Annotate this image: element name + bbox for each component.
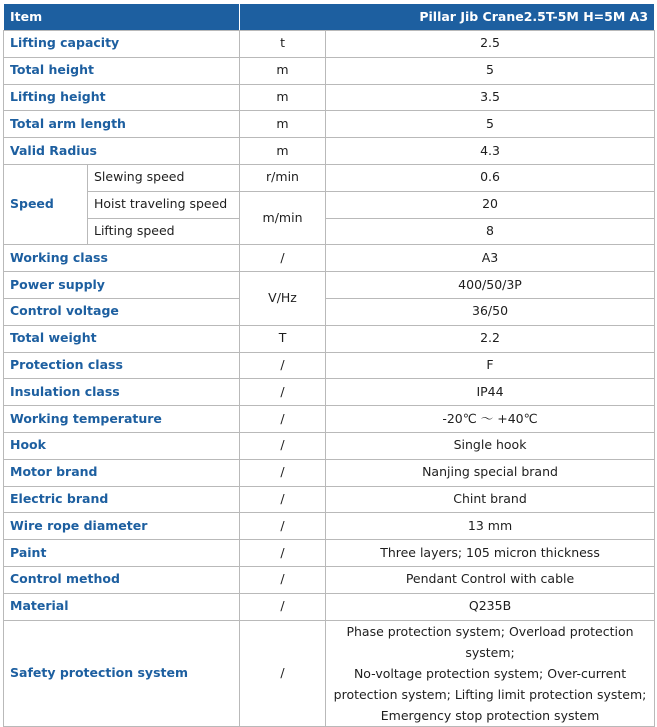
row-label: Total arm length	[4, 111, 240, 138]
row-unit: /	[240, 459, 326, 486]
row-safety-protection-system	[4, 620, 655, 726]
row-working-temperature	[4, 406, 655, 433]
row-label: Safety protection system	[4, 620, 240, 726]
row-label: Paint	[4, 540, 240, 567]
speed-label: Speed	[4, 164, 88, 244]
row-hoist-speed	[4, 191, 655, 218]
row-value: Chint brand	[326, 486, 655, 513]
row-unit: r/min	[240, 164, 326, 191]
row-unit: /	[240, 406, 326, 433]
row-label: Total weight	[4, 325, 240, 352]
row-value: Pendant Control with cable	[326, 566, 655, 593]
row-label: Working class	[4, 245, 240, 272]
row-hook	[4, 432, 655, 459]
row-power-supply	[4, 272, 655, 299]
row-value: 3.5	[326, 84, 655, 111]
header-row	[4, 4, 655, 31]
row-value: A3	[326, 245, 655, 272]
row-value: 13 mm	[326, 513, 655, 540]
row-electric-brand	[4, 486, 655, 513]
row-value: -20℃ ～ +40℃	[326, 406, 655, 433]
row-value: 20	[326, 191, 655, 218]
row-label: Valid Radius	[4, 138, 240, 165]
row-unit: m	[240, 138, 326, 165]
row-lifting-capacity	[4, 31, 655, 58]
row-total-height	[4, 57, 655, 84]
row-label: Motor brand	[4, 459, 240, 486]
row-label: Material	[4, 593, 240, 620]
row-label: Wire rope diameter	[4, 513, 240, 540]
row-unit: /	[240, 540, 326, 567]
header-model: Pillar Jib Crane2.5T-5M H=5M A3	[240, 4, 655, 31]
row-value: 5	[326, 111, 655, 138]
row-total-weight	[4, 325, 655, 352]
row-value: 5	[326, 57, 655, 84]
row-control-method	[4, 566, 655, 593]
row-lifting-height	[4, 84, 655, 111]
header-item: Item	[4, 4, 240, 31]
row-motor-brand	[4, 459, 655, 486]
row-slewing-speed	[4, 164, 655, 191]
row-unit: /	[240, 593, 326, 620]
row-label: Working temperature	[4, 406, 240, 433]
row-value: 36/50	[326, 298, 655, 325]
row-label: Hook	[4, 432, 240, 459]
row-valid-radius	[4, 138, 655, 165]
row-protection-class	[4, 352, 655, 379]
row-lifting-speed	[4, 218, 655, 245]
row-label: Total height	[4, 57, 240, 84]
row-unit: m	[240, 84, 326, 111]
row-unit: /	[240, 352, 326, 379]
row-unit: m	[240, 57, 326, 84]
row-label: Lifting height	[4, 84, 240, 111]
row-unit: /	[240, 245, 326, 272]
row-value: IP44	[326, 379, 655, 406]
row-unit: /	[240, 486, 326, 513]
row-total-arm-length	[4, 111, 655, 138]
speed-shared-unit: m/min	[240, 191, 326, 245]
row-material	[4, 593, 655, 620]
row-label: Protection class	[4, 352, 240, 379]
row-label: Insulation class	[4, 379, 240, 406]
row-value: 4.3	[326, 138, 655, 165]
row-paint	[4, 540, 655, 567]
row-unit: /	[240, 379, 326, 406]
row-sub-label: Hoist traveling speed	[88, 191, 240, 218]
row-unit: m	[240, 111, 326, 138]
row-value: 2.2	[326, 325, 655, 352]
row-unit: /	[240, 432, 326, 459]
row-sub-label: Lifting speed	[88, 218, 240, 245]
voltage-shared-unit: V/Hz	[240, 272, 326, 326]
row-value: 8	[326, 218, 655, 245]
row-unit: /	[240, 566, 326, 593]
row-value: Nanjing special brand	[326, 459, 655, 486]
row-label: Power supply	[4, 272, 240, 299]
row-unit: /	[240, 620, 326, 726]
row-value: 0.6	[326, 164, 655, 191]
row-label: Lifting capacity	[4, 31, 240, 58]
row-label: Electric brand	[4, 486, 240, 513]
row-sub-label: Slewing speed	[88, 164, 240, 191]
row-value: 400/50/3P	[326, 272, 655, 299]
row-working-class	[4, 245, 655, 272]
row-value: Single hook	[326, 432, 655, 459]
row-control-voltage	[4, 298, 655, 325]
row-unit: T	[240, 325, 326, 352]
row-value: Three layers; 105 micron thickness	[326, 540, 655, 567]
spec-table	[3, 3, 655, 727]
row-value: F	[326, 352, 655, 379]
row-wire-rope-diameter	[4, 513, 655, 540]
row-unit: /	[240, 513, 326, 540]
row-value: 2.5	[326, 31, 655, 58]
row-value: Phase protection system; Overload protection system; No-voltage protection system; Over-current protection system; Lifting limit protection system; Emergency stop protection system	[326, 620, 655, 726]
row-value: Q235B	[326, 593, 655, 620]
row-unit: t	[240, 31, 326, 58]
row-label: Control method	[4, 566, 240, 593]
row-insulation-class	[4, 379, 655, 406]
row-label: Control voltage	[4, 298, 240, 325]
